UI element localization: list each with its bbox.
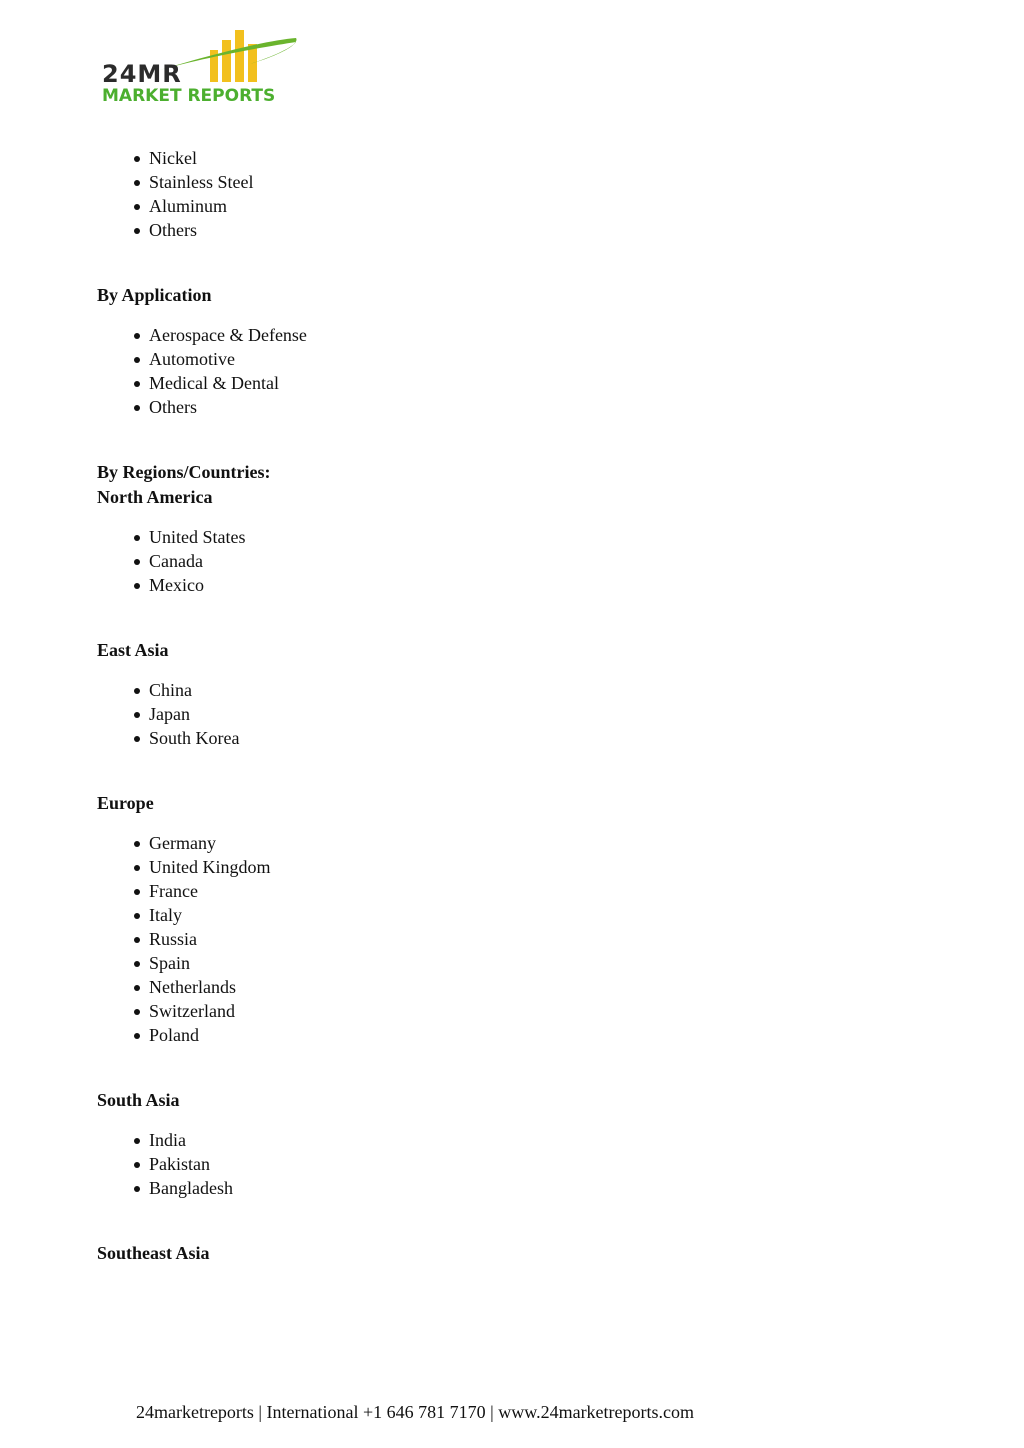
list-item: India [149,1128,897,1152]
south-asia-heading: South Asia [97,1090,180,1110]
list-item: Switzerland [149,999,897,1023]
list-item: Japan [149,702,897,726]
list-item: Aluminum [149,194,897,218]
list-item: Automotive [149,347,897,371]
list-item: France [149,879,897,903]
list-item: United Kingdom [149,855,897,879]
application-heading: By Application [97,285,212,305]
application-list [97,323,897,419]
east-asia-heading: East Asia [97,640,169,660]
list-item: Spain [149,951,897,975]
southeast-asia-heading: Southeast Asia [97,1243,210,1263]
list-item: Italy [149,903,897,927]
company-logo [100,28,310,108]
south-asia-list [97,1128,897,1200]
europe-heading: Europe [97,793,154,813]
list-item: Others [149,218,897,242]
list-item: Aerospace & Defense [149,323,897,347]
regions-heading: By Regions/Countries: [97,462,271,482]
east-asia-list [97,678,897,750]
list-item: Stainless Steel [149,170,897,194]
materials-list [97,146,897,242]
list-item: Bangladesh [149,1176,897,1200]
list-item: Medical & Dental [149,371,897,395]
list-item: Netherlands [149,975,897,999]
list-item: Germany [149,831,897,855]
list-item: Mexico [149,573,897,597]
list-item: Canada [149,549,897,573]
list-item: Pakistan [149,1152,897,1176]
list-item: China [149,678,897,702]
list-item: United States [149,525,897,549]
europe-list [97,831,897,1047]
list-item: Poland [149,1023,897,1047]
list-item: South Korea [149,726,897,750]
page-footer: 24marketreports | International +1 646 781 7170 | www.24marketreports.com [135,1402,695,1422]
list-item: Russia [149,927,897,951]
north-america-list [97,525,897,597]
north-america-heading: North America [97,487,213,507]
list-item: Nickel [149,146,897,170]
logo-line-2: MARKET REPORTS [102,86,276,106]
list-item: Others [149,395,897,419]
document-body [97,146,897,1266]
logo-line-1: 24MR [102,60,182,88]
